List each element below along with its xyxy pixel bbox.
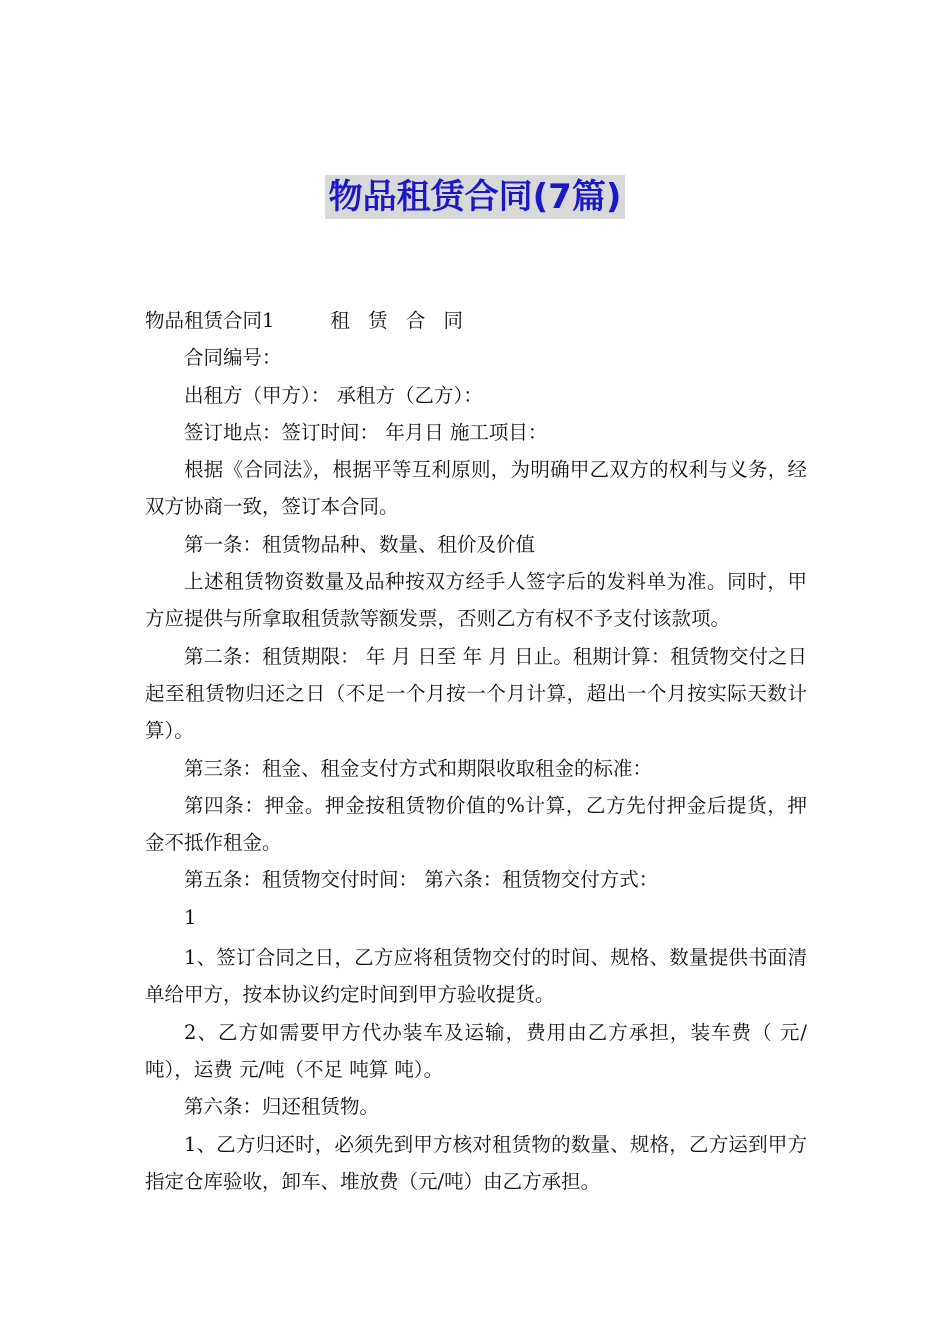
paragraph: 根据《合同法》，根据平等互利原则，为明确甲乙双方的权利与义务，经双方协商一致，签订本合同。 [145, 458, 807, 519]
intro-line [145, 302, 807, 339]
title-wrap [0, 175, 950, 219]
paragraph: 上述租赁物资数量及品种按双方经手人签字后的发料单为准。同时，甲方应提供与所拿取租赁款等额发票，否则乙方有权不予支付该款项。 [145, 570, 807, 631]
paragraph: 签订地点：签订时间： 年月日 施工项目： [184, 420, 548, 444]
paragraph: 第二条：租赁期限： 年 月 日至 年 月 日止。租期计算：租赁物交付之日起至租赁物归还之日（不足一个月按一个月计算，超出一个月按实际天数计算）。 [145, 644, 807, 743]
paragraph: 出租方（甲方）： 承租方（乙方）： [184, 383, 483, 407]
page-number: 1 [184, 905, 197, 929]
contract-name: 租 赁 合 同 [330, 309, 470, 332]
document-body [145, 302, 807, 1200]
paragraph: 2、乙方如需要甲方代办装车及运输，费用由乙方承担，装车费（ 元/吨），运费 元/吨（不足 吨算 吨）。 [145, 1020, 807, 1081]
intro-heading: 物品租赁合同1 [145, 309, 275, 332]
paragraph: 第四条：押金。押金按租赁物价值的%计算，乙方先付押金后提货，押金不抵作租金。 [145, 793, 807, 855]
paragraph: 第三条：租金、租金支付方式和期限收取租金的标准： [184, 756, 653, 780]
paragraph: 1、乙方归还时，必须先到甲方核对租赁物的数量、规格，乙方运到甲方指定仓库验收，卸车、堆放费（元/吨）由乙方承担。 [145, 1132, 807, 1193]
document-title: 物品租赁合同(7篇) [325, 175, 626, 219]
paragraph: 第一条：租赁物品种、数量、租价及价值 [184, 532, 536, 556]
paragraph: 第六条：归还租赁物。 [184, 1095, 380, 1119]
paragraph: 1、签订合同之日，乙方应将租赁物交付的时间、规格、数量提供书面清单给甲方，按本协议约定时间到甲方验收提货。 [145, 946, 807, 1007]
paragraph: 第五条：租赁物交付时间： 第六条：租赁物交付方式： [184, 868, 659, 892]
paragraph: 合同编号： [184, 346, 282, 370]
